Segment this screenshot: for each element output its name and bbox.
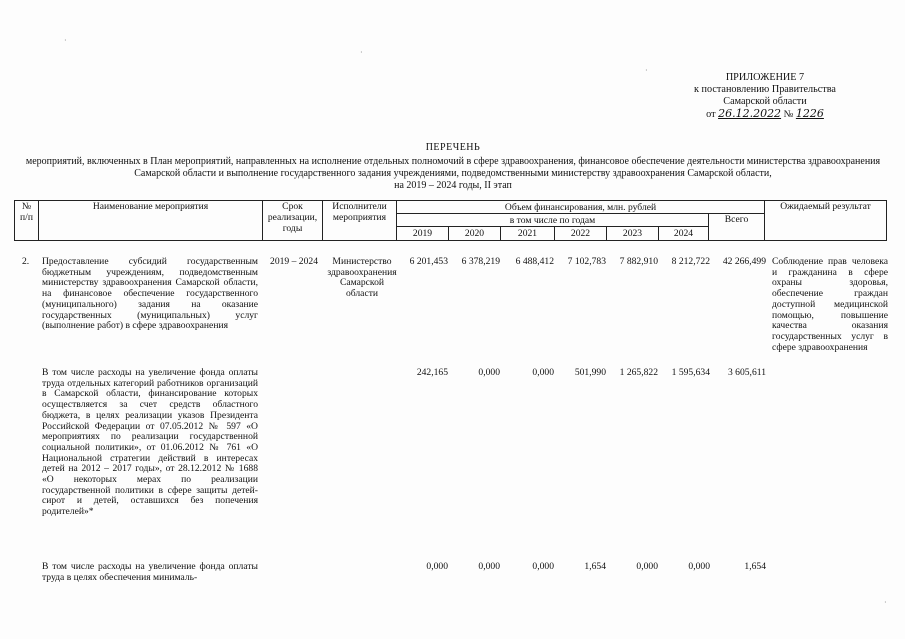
appendix-number: 1226 — [795, 107, 824, 120]
scan-speck: · — [64, 36, 67, 45]
row-executor: Министерство здравоохранения Самарской области — [327, 256, 397, 300]
scan-speck: · — [360, 48, 363, 57]
header-year-2024: 2024 — [659, 227, 709, 241]
row-value-2021: 0,000 — [532, 367, 554, 378]
row-term: 2019 – 2024 — [270, 256, 318, 267]
header-year-2020: 2020 — [449, 227, 501, 241]
appendix-date: 26.12.2022 — [718, 107, 782, 120]
table-row — [14, 257, 886, 368]
row-value-2023: 0,000 — [636, 561, 658, 572]
scan-speck: · — [884, 598, 887, 607]
appendix-block — [665, 72, 865, 121]
table-row — [14, 562, 886, 592]
row-value-2024: 1 595,634 — [671, 367, 710, 378]
header-by-years: в том числе по годам — [397, 214, 709, 227]
header-year-2019: 2019 — [397, 227, 449, 241]
row-value-2019: 0,000 — [426, 561, 448, 572]
row-name: Предоставление субсидий государственным бюджетным учреждениям, подведомственным министерству здравоохранения Самарской области, на финансовое обеспечение государственного (муниципального) задания на оказание государственных (муниципальных) услуг (выполнение работ) в сфере здравоохранения — [42, 256, 258, 332]
document-title: ПЕРЕЧЕНЬ — [425, 142, 481, 153]
appendix-title: ПРИЛОЖЕНИЕ 7 — [725, 72, 805, 83]
header-executor: Исполнители мероприятия — [323, 201, 397, 241]
header-name: Наименование мероприятия — [39, 201, 263, 241]
appendix-no: № — [783, 109, 794, 120]
row-value-2020: 0,000 — [478, 367, 500, 378]
appendix-line-2: к постановлению Правительства — [694, 84, 836, 95]
header-funding: Объем финансирования, млн. рублей — [397, 201, 765, 214]
row-total: 1,654 — [744, 561, 766, 572]
row-value-2023: 1 265,822 — [619, 367, 658, 378]
row-value-2019: 6 201,453 — [409, 256, 448, 267]
table-body — [14, 257, 886, 592]
header-term: Срок реализации, годы — [263, 201, 323, 241]
table-row — [14, 368, 886, 562]
row-name: В том числе расходы на увеличение фонда оплаты труда в целях обеспечения минималь- — [42, 561, 258, 583]
table-header — [14, 200, 887, 241]
appendix-date-line — [665, 108, 865, 121]
row-total: 3 605,611 — [727, 367, 766, 378]
scan-speck: · — [645, 66, 648, 75]
header-total: Всего — [709, 214, 765, 241]
appendix-line-3: Самарской области — [723, 96, 807, 107]
row-value-2022: 501,990 — [574, 367, 606, 378]
row-result: Соблюдение прав человека и гражданина в сфере охраны здоровья, обеспечение граждан доступной медицинской помощью, повышение качества оказания государственных услуг в сфере здравоохранения — [772, 256, 888, 353]
header-year-2022: 2022 — [555, 227, 607, 241]
row-value-2023: 7 882,910 — [619, 256, 658, 267]
row-value-2020: 6 378,219 — [461, 256, 500, 267]
header-year-2023: 2023 — [607, 227, 659, 241]
header-num: № п/п — [15, 201, 39, 241]
row-value-2024: 8 212,722 — [671, 256, 710, 267]
document-heading — [18, 142, 888, 192]
row-name: В том числе расходы на увеличение фонда оплаты труда отдельных категорий работников организаций в Самарской области, финансирование которых осуществляется за счет средств областного бюджета, в целях реализации указов Президента Российской Федерации от 07.05.2012 № 597 «О мероприятиях по реализации государственной социальной политики», от 01.06.2012 № 761 «О Национальной стратегии действий в интересах детей на 2012 – 2017 годы», от 28.12.2012 № 1688 «О некоторых мерах по реализации государственной политики в сфере защиты детей-сирот и детей, оставшихся без попечения родителей»* — [42, 367, 258, 518]
document-period: на 2019 – 2024 годы, II этап — [394, 180, 512, 191]
row-value-2020: 0,000 — [478, 561, 500, 572]
row-value-2019: 242,165 — [416, 367, 448, 378]
row-value-2022: 7 102,783 — [567, 256, 606, 267]
header-year-2021: 2021 — [501, 227, 555, 241]
row-num: 2. — [22, 256, 30, 267]
row-value-2021: 0,000 — [532, 561, 554, 572]
row-value-2022: 1,654 — [584, 561, 606, 572]
row-total: 42 266,499 — [722, 256, 766, 267]
row-value-2024: 0,000 — [688, 561, 710, 572]
row-value-2021: 6 488,412 — [515, 256, 554, 267]
header-result: Ожидаемый результат — [765, 201, 887, 241]
document-subtitle: мероприятий, включенных в План мероприятий, направленных на исполнение отдельных полномочий в сфере здравоохранения, финансовое обеспечение деятельности министерства здравоохранения Самарской области и выполнение государственного задания учреждениями, подведомственными министерству здравоохранения Самарской области, — [25, 156, 881, 179]
appendix-from: от — [706, 109, 716, 120]
